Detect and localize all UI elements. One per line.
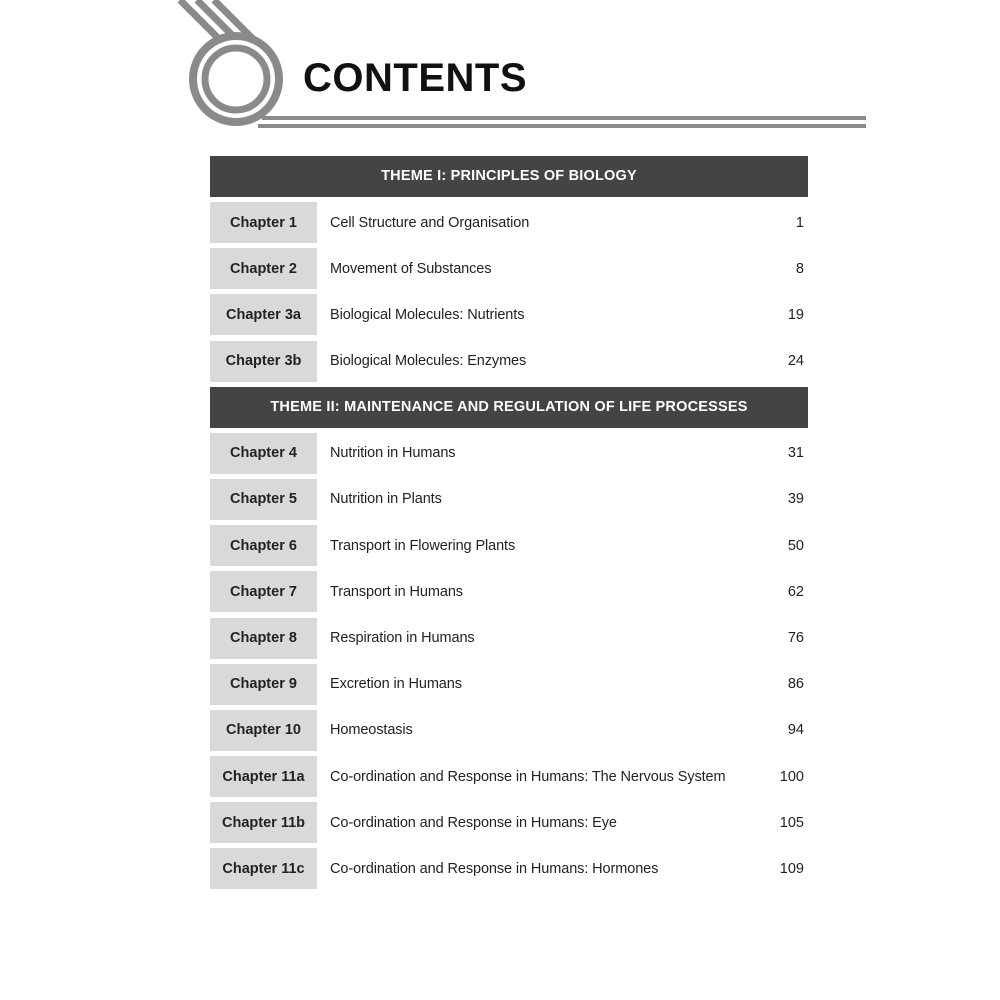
chapter-row[interactable] [210, 848, 808, 889]
chapter-number: Chapter 11c [210, 848, 317, 889]
chapter-title: Homeostasis [330, 722, 413, 739]
chapter-row[interactable] [210, 294, 808, 335]
chapter-row[interactable] [210, 710, 808, 751]
chapter-title: Biological Molecules: Enzymes [330, 353, 527, 370]
chapter-row[interactable] [210, 525, 808, 566]
chapter-number: Chapter 8 [210, 618, 317, 659]
chapter-number: Chapter 7 [210, 571, 317, 612]
chapter-page-number: 39 [787, 491, 804, 508]
chapter-page-number: 19 [787, 306, 804, 323]
chapter-row[interactable] [210, 248, 808, 289]
chapter-number: Chapter 11b [210, 802, 317, 843]
chapter-row[interactable] [210, 479, 808, 520]
chapter-number: Chapter 9 [210, 664, 317, 705]
chapter-page-number: 105 [779, 814, 804, 831]
chapter-title: Transport in Flowering Plants [330, 537, 516, 554]
chapter-title: Cell Structure and Organisation [330, 214, 530, 231]
page-title: CONTENTS [303, 56, 527, 100]
chapter-row[interactable] [210, 618, 808, 659]
theme-header: THEME I: PRINCIPLES OF BIOLOGY [210, 156, 808, 197]
chapter-number: Chapter 6 [210, 525, 317, 566]
chapter-page-number: 100 [779, 768, 804, 785]
chapter-title: Transport in Humans [330, 583, 463, 600]
chapter-title: Excretion in Humans [330, 676, 462, 693]
chapter-page-number: 8 [795, 260, 804, 277]
chapter-page-number: 31 [787, 445, 804, 462]
theme-header: THEME II: MAINTENANCE AND REGULATION OF LIFE PROCESSES [210, 387, 808, 428]
chapter-number: Chapter 4 [210, 433, 317, 474]
chapter-row[interactable] [210, 341, 808, 382]
chapter-row[interactable] [210, 664, 808, 705]
chapter-number: Chapter 11a [210, 756, 317, 797]
chapter-page-number: 24 [787, 353, 804, 370]
chapter-title: Respiration in Humans [330, 630, 475, 646]
chapter-number: Chapter 3b [210, 341, 317, 382]
chapter-number: Chapter 3a [210, 294, 317, 335]
chapter-title: Co-ordination and Response in Humans: The Nervous System [330, 768, 726, 785]
chapter-title: Nutrition in Humans [330, 445, 456, 462]
chapter-page-number: 76 [787, 630, 804, 646]
chapter-page-number: 86 [787, 676, 804, 693]
chapter-number: Chapter 10 [210, 710, 317, 751]
chapter-number: Chapter 2 [210, 248, 317, 289]
chapter-number: Chapter 5 [210, 479, 317, 520]
chapter-page-number: 109 [779, 860, 804, 877]
chapter-page-number: 94 [787, 722, 804, 739]
chapter-row[interactable] [210, 802, 808, 843]
table-of-contents [210, 156, 808, 895]
chapter-row[interactable] [210, 202, 808, 243]
chapter-page-number: 1 [795, 214, 804, 231]
chapter-number: Chapter 1 [210, 202, 317, 243]
chapter-page-number: 50 [787, 537, 804, 554]
chapter-title: Co-ordination and Response in Humans: Eye [330, 814, 617, 831]
chapter-title: Co-ordination and Response in Humans: Hormones [330, 860, 659, 877]
chapter-row[interactable] [210, 571, 808, 612]
chapter-row[interactable] [210, 433, 808, 474]
chapter-page-number: 62 [787, 583, 804, 600]
chapter-title: Nutrition in Plants [330, 491, 442, 508]
chapter-title: Biological Molecules: Nutrients [330, 306, 525, 323]
chapter-title: Movement of Substances [330, 260, 492, 277]
chapter-row[interactable] [210, 756, 808, 797]
